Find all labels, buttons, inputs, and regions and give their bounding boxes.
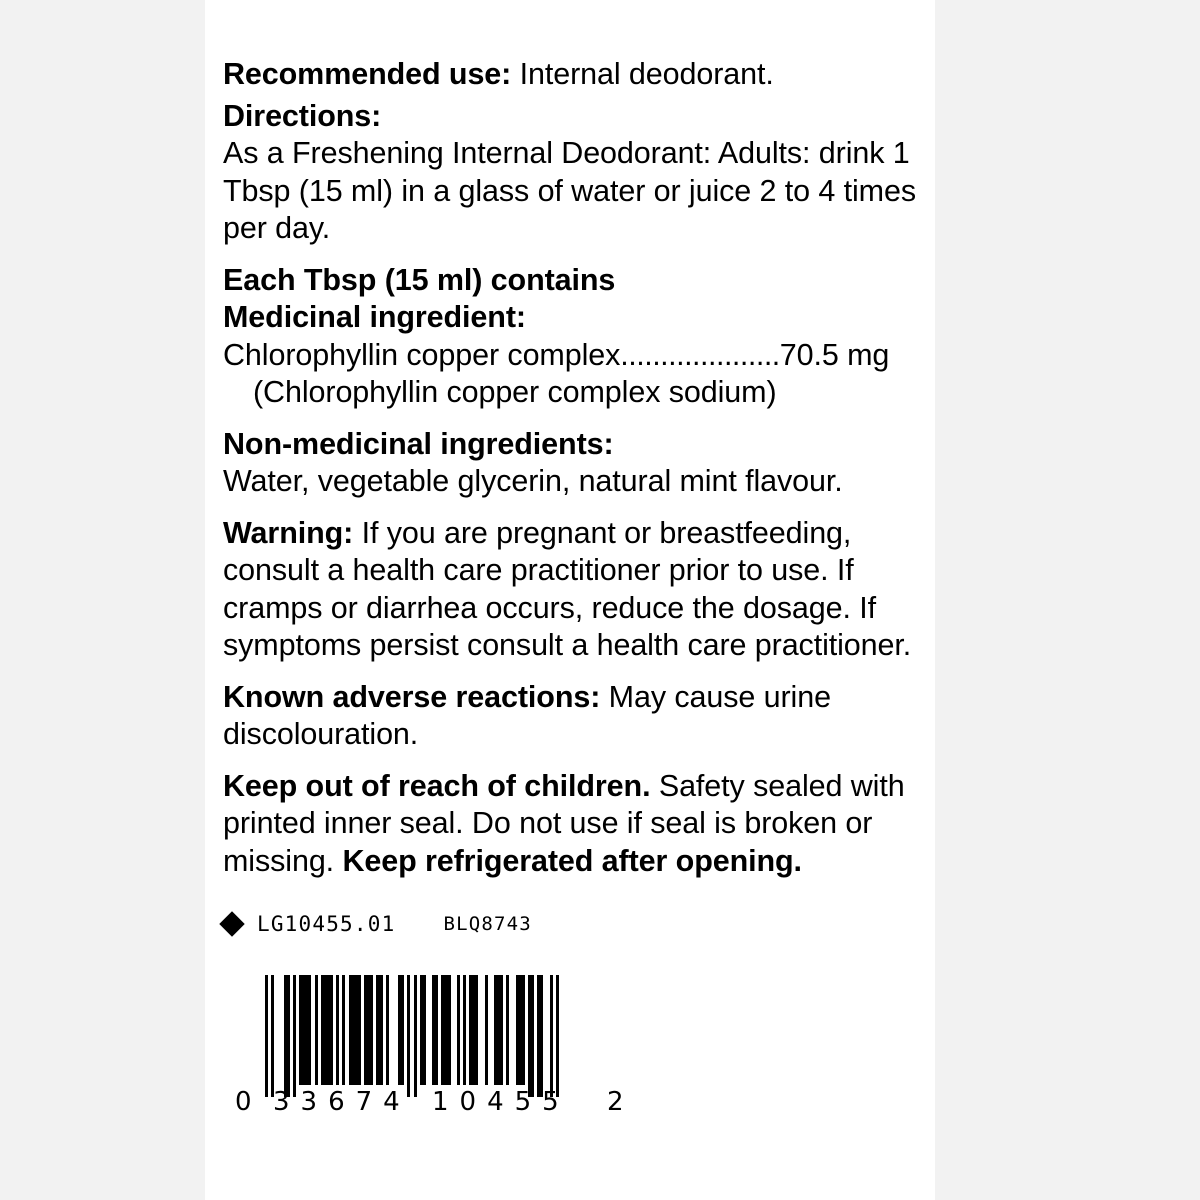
barcode-bars: [265, 975, 655, 1085]
barcode-digits: [235, 1087, 655, 1117]
directions-heading: Directions:: [223, 98, 382, 133]
barcode-digit-left: 0: [235, 1087, 252, 1117]
keep-refrigerated-note: Keep refrigerated after opening.: [342, 843, 802, 878]
non-medicinal-heading: Non-medicinal ingredients:: [223, 426, 614, 461]
barcode-group-2: 10455: [432, 1087, 570, 1117]
each-tbsp-heading: Each Tbsp (15 ml) contains: [223, 262, 616, 297]
recommended-use-heading: Recommended use:: [223, 57, 512, 91]
section-adverse-reactions: [223, 679, 923, 754]
barcode-group-1: 33674: [273, 1087, 411, 1117]
adverse-reactions-body: May cause urine discolouration.: [223, 679, 831, 751]
section-keep-out-of-reach: [223, 768, 923, 881]
lot-code-row: [223, 912, 532, 936]
keep-out-heading: Keep out of reach of children.: [223, 768, 651, 803]
section-each-tbsp: [223, 262, 923, 412]
warning-heading: Warning:: [223, 515, 354, 550]
medicinal-ingredient-subname: (Chlorophyllin copper complex sodium): [253, 375, 777, 409]
warning-body: If you are pregnant or breastfeeding, consult a health care practitioner prior to use. If cramps or diarrhea occurs, reduce the dosage. If symptoms persist consult a health care practitioner.: [223, 515, 912, 662]
lot-code: LG10455.01: [257, 912, 396, 936]
section-non-medicinal: [223, 426, 923, 501]
medicinal-ingredient-amount: 70.5 mg: [779, 337, 890, 372]
barcode-digit-right: 2: [607, 1087, 624, 1117]
section-directions: [223, 98, 923, 248]
label-text-content: [223, 56, 923, 894]
diamond-icon: [219, 911, 244, 936]
section-warning: [223, 515, 923, 665]
adverse-reactions-heading: Known adverse reactions:: [223, 679, 601, 714]
barcode: [235, 975, 655, 1117]
leader-dots: ....................: [620, 337, 780, 372]
medicinal-ingredient-heading: Medicinal ingredient:: [223, 300, 526, 334]
medicinal-ingredient-name: Chlorophyllin copper complex: [223, 337, 621, 372]
non-medicinal-body: Water, vegetable glycerin, natural mint flavour.: [223, 464, 843, 498]
section-recommended-use: [223, 56, 923, 94]
keep-out-body: Safety sealed with printed inner seal. Do not use if seal is broken or missing.: [223, 768, 905, 878]
secondary-code: BLQ8743: [443, 913, 532, 935]
recommended-use-body: Internal deodorant.: [511, 57, 774, 91]
directions-body: As a Freshening Internal Deodorant: Adults: drink 1 Tbsp (15 ml) in a glass of water or juice 2 to 4 times per day.: [223, 136, 916, 245]
product-label-panel: [205, 0, 935, 1200]
